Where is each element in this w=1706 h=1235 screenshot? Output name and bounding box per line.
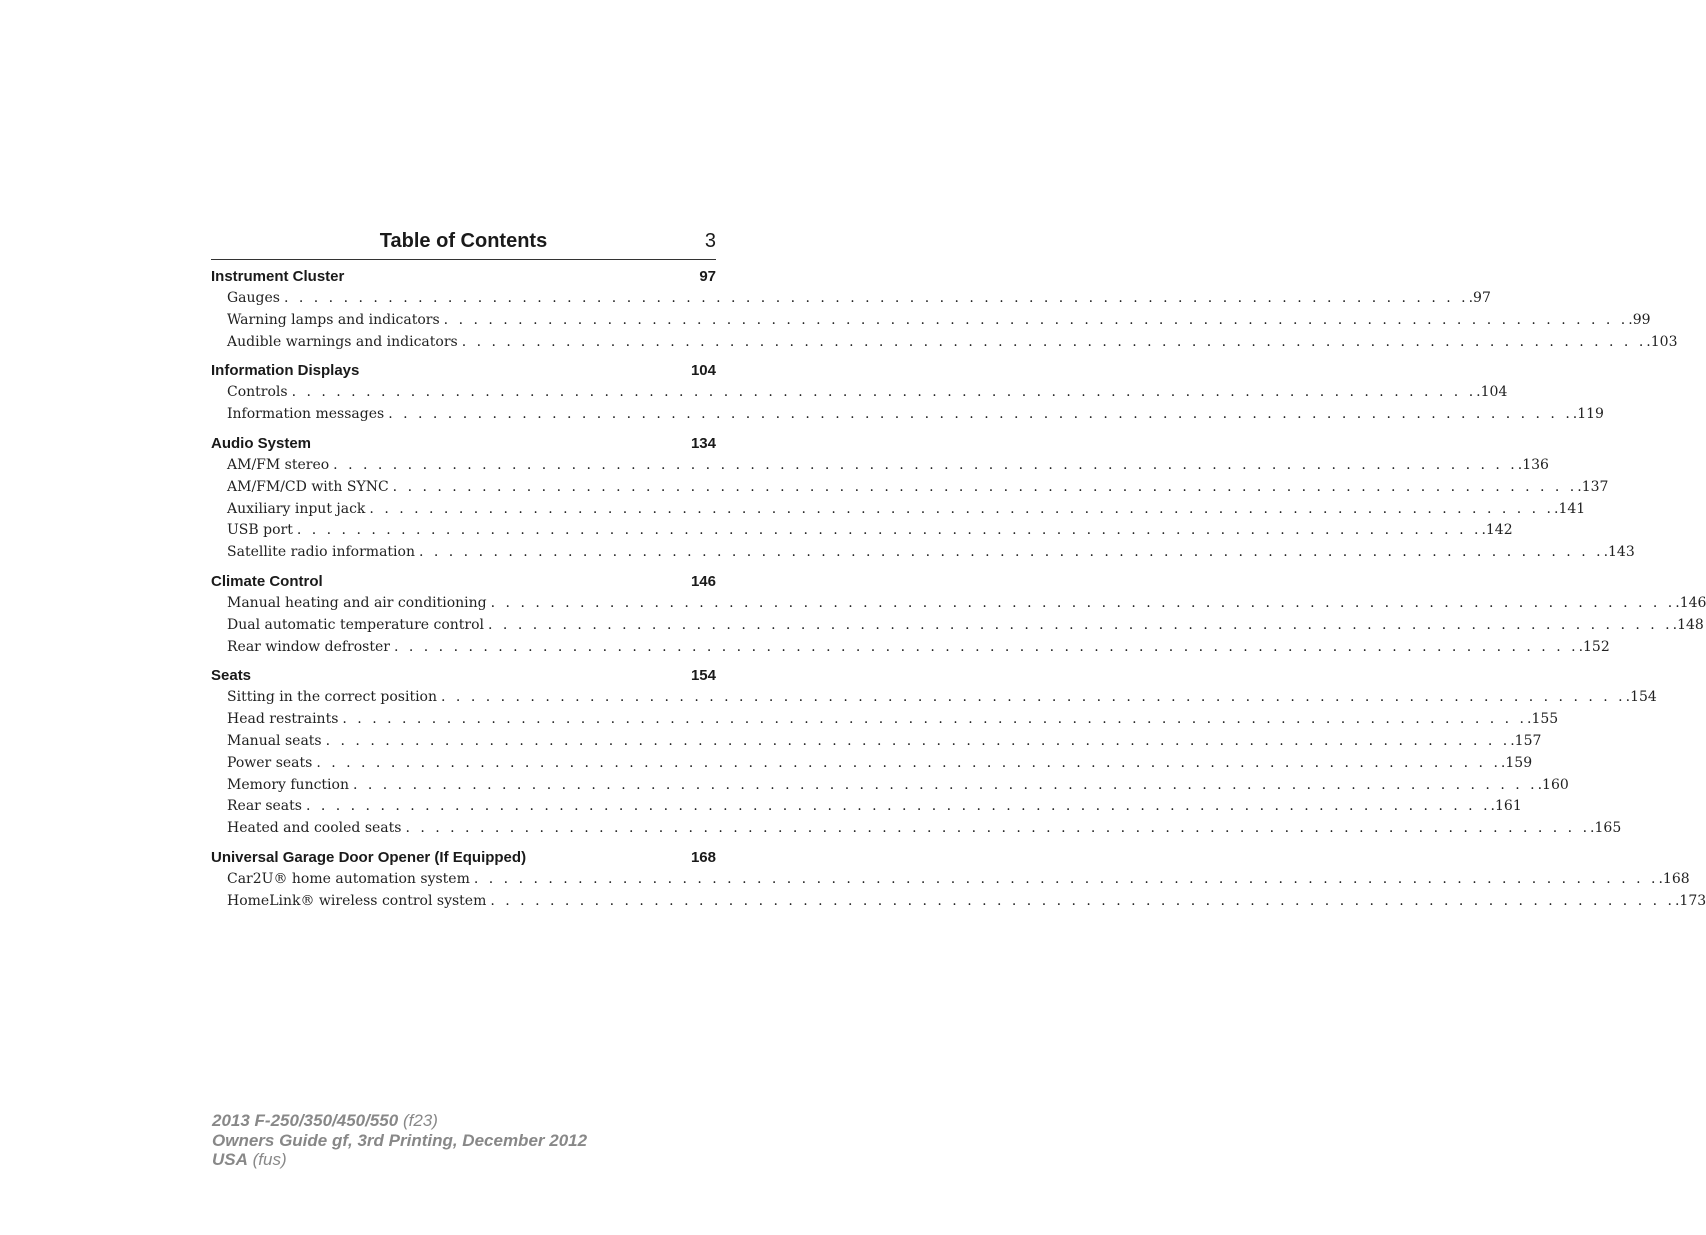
dot-leader: . . . . . . . . . . . . . . . . . . . . . . . . . . . . . . . . . . . . . . . . . . . . . . . . . . . . . . . . . . . . . . . . . . . . . . . . . . . . . . . . bbox=[488, 616, 1673, 633]
footer-line-2 bbox=[212, 1131, 587, 1151]
entry-label: Auxiliary input jack bbox=[227, 500, 366, 517]
entry-page: . 99 bbox=[1628, 310, 1650, 332]
toc-section-heading[interactable] bbox=[211, 266, 716, 288]
toc-section bbox=[211, 360, 1604, 426]
dot-leader: . . . . . . . . . . . . . . . . . . . . . . . . . . . . . . . . . . . . . . . . . . . . . . . . . . . . . . . . . . . . . . . . . . . . . . . . . . . . . . . . bbox=[473, 870, 1659, 887]
page-title: Table of Contents bbox=[379, 230, 548, 252]
toc-entry[interactable] bbox=[211, 775, 1569, 797]
toc-section-heading[interactable] bbox=[211, 433, 716, 455]
toc-section bbox=[211, 571, 1706, 658]
section-page: 168 bbox=[690, 848, 716, 866]
entry-page: . 157 bbox=[1510, 731, 1541, 753]
dot-leader: . . . . . . . . . . . . . . . . . . . . . . . . . . . . . . . . . . . . . . . . . . . . . . . . . . . . . . . . . . . . . . . . . . . . . . . . . . . . . . . . bbox=[316, 754, 1501, 771]
entry-label: Gauges bbox=[227, 290, 280, 306]
toc-section-heading[interactable] bbox=[211, 571, 716, 593]
toc-entry[interactable] bbox=[211, 615, 1704, 637]
entry-label: Manual heating and air conditioning bbox=[227, 594, 487, 611]
entry-label: Manual seats bbox=[227, 732, 322, 749]
toc-entry[interactable] bbox=[211, 288, 1491, 310]
toc-entry[interactable] bbox=[211, 520, 1513, 542]
toc-section-heading[interactable] bbox=[211, 360, 716, 382]
dot-leader: . . . . . . . . . . . . . . . . . . . . . . . . . . . . . . . . . . . . . . . . . . . . . . . . . . . . . . . . . . . . . . . . . . . . . . . . . . . . . . . . bbox=[490, 892, 1675, 909]
footer-model: 2013 F-250/350/450/550 bbox=[212, 1111, 399, 1130]
toc-entry[interactable] bbox=[211, 499, 1586, 521]
entry-label: Rear window defroster bbox=[227, 638, 390, 655]
footer-line-3 bbox=[212, 1150, 587, 1170]
entry-page: . 155 bbox=[1527, 709, 1558, 731]
toc-section bbox=[211, 433, 1635, 564]
toc-entry[interactable] bbox=[211, 332, 1678, 354]
dot-leader: . . . . . . . . . . . . . . . . . . . . . . . . . . . . . . . . . . . . . . . . . . . . . . . . . . . . . . . . . . . . . . . . . . . . . . . . . . . . . . . . bbox=[461, 333, 1647, 350]
dot-leader: . . . . . . . . . . . . . . . . . . . . . . . . . . . . . . . . . . . . . . . . . . . . . . . . . . . . . . . . . . . . . . . . . . . . . . . . . . . . . . . . bbox=[352, 776, 1538, 793]
footer-model-code: (f23) bbox=[402, 1111, 438, 1130]
entry-label: Sitting in the correct position bbox=[227, 689, 438, 706]
entry-page: . 148 bbox=[1673, 615, 1704, 637]
section-title: Seats bbox=[211, 667, 252, 685]
footer-edition: Owners Guide gf, 3rd Printing, December 2012 bbox=[212, 1130, 588, 1150]
toc-entry[interactable] bbox=[211, 542, 1635, 564]
toc-entry[interactable] bbox=[211, 753, 1533, 775]
dot-leader: . . . . . . . . . . . . . . . . . . . . . . . . . . . . . . . . . . . . . . . . . . . . . . . . . . . . . . . . . . . . . . . . . . . . . . . . . . . . . . . . bbox=[369, 500, 1555, 517]
toc-section bbox=[211, 847, 1706, 913]
entry-page: . 136 bbox=[1518, 455, 1549, 477]
toc-entry[interactable] bbox=[211, 310, 1651, 332]
dot-leader: . . . . . . . . . . . . . . . . . . . . . . . . . . . . . . . . . . . . . . . . . . . . . . . . . . . . . . . . . . . . . . . . . . . . . . . . . . . . . . . . bbox=[490, 594, 1676, 611]
entry-page: . 173 bbox=[1675, 891, 1706, 913]
section-page: 146 bbox=[690, 572, 716, 590]
entry-label: Satellite radio information bbox=[227, 544, 415, 561]
section-title: Audio System bbox=[211, 434, 312, 452]
entry-page: . 143 bbox=[1604, 542, 1635, 564]
toc-entry[interactable] bbox=[211, 382, 1508, 404]
dot-leader: . . . . . . . . . . . . . . . . . . . . . . . . . . . . . . . . . . . . . . . . . . . . . . . . . . . . . . . . . . . . . . . . . . . . . . . . . . . . . . . . bbox=[283, 290, 1469, 306]
dot-leader: . . . . . . . . . . . . . . . . . . . . . . . . . . . . . . . . . . . . . . . . . . . . . . . . . . . . . . . . . . . . . . . . . . . . . . . . . . . . . . . . bbox=[305, 798, 1491, 815]
entry-page: . 137 bbox=[1577, 477, 1608, 499]
footer-market-code: (fus) bbox=[252, 1150, 287, 1169]
entry-page: . 159 bbox=[1501, 753, 1532, 775]
entry-page: . 160 bbox=[1538, 775, 1569, 797]
section-page: 134 bbox=[690, 434, 716, 452]
entry-label: Power seats bbox=[227, 754, 313, 771]
entry-label: Memory function bbox=[227, 776, 349, 793]
entry-label: AM/FM/CD with SYNC bbox=[227, 478, 389, 495]
section-title: Instrument Cluster bbox=[211, 268, 345, 285]
entry-label: Head restraints bbox=[227, 711, 339, 728]
entry-page: . 142 bbox=[1481, 520, 1512, 542]
toc-entry[interactable] bbox=[211, 731, 1542, 753]
entry-label: Warning lamps and indicators bbox=[227, 311, 440, 328]
entry-page: . 97 bbox=[1469, 288, 1491, 310]
entry-label: AM/FM stereo bbox=[227, 456, 330, 473]
toc-section bbox=[211, 266, 1678, 353]
entry-page: . 103 bbox=[1646, 332, 1677, 354]
dot-leader: . . . . . . . . . . . . . . . . . . . . . . . . . . . . . . . . . . . . . . . . . . . . . . . . . . . . . . . . . . . . . . . . . . . . . . . . . . . . . . . . bbox=[405, 820, 1591, 837]
entry-page: . 154 bbox=[1626, 687, 1657, 709]
toc-entry[interactable] bbox=[211, 637, 1610, 659]
toc-section bbox=[211, 665, 1657, 840]
dot-leader: . . . . . . . . . . . . . . . . . . . . . . . . . . . . . . . . . . . . . . . . . . . . . . . . . . . . . . . . . . . . . . . . . . . . . . . . . . . . . . . . bbox=[388, 406, 1573, 423]
section-page: 154 bbox=[690, 667, 716, 685]
toc-entry[interactable] bbox=[211, 796, 1522, 818]
entry-label: USB port bbox=[227, 522, 293, 539]
footer bbox=[212, 1111, 587, 1170]
dot-leader: . . . . . . . . . . . . . . . . . . . . . . . . . . . . . . . . . . . . . . . . . . . . . . . . . . . . . . . . . . . . . . . . . . . . . . . . . . . . . . . . bbox=[443, 311, 1629, 328]
dot-leader: . . . . . . . . . . . . . . . . . . . . . . . . . . . . . . . . . . . . . . . . . . . . . . . . . . . . . . . . . . . . . . . . . . . . . . . . . . . . . . . . bbox=[393, 638, 1579, 655]
dot-leader: . . . . . . . . . . . . . . . . . . . . . . . . . . . . . . . . . . . . . . . . . . . . . . . . . . . . . . . . . . . . . . . . . . . . . . . . . . . . . . . . bbox=[291, 384, 1477, 401]
footer-line-1 bbox=[212, 1111, 587, 1131]
entry-page: . 152 bbox=[1579, 637, 1610, 659]
toc-entry[interactable] bbox=[211, 891, 1706, 913]
table-of-contents bbox=[211, 266, 1706, 920]
toc-entry[interactable] bbox=[211, 455, 1549, 477]
section-title: Information Displays bbox=[211, 362, 360, 380]
toc-entry[interactable] bbox=[211, 477, 1609, 499]
dot-leader: . . . . . . . . . . . . . . . . . . . . . . . . . . . . . . . . . . . . . . . . . . . . . . . . . . . . . . . . . . . . . . . . . . . . . . . . . . . . . . . . bbox=[418, 544, 1604, 561]
entry-page: . 146 bbox=[1675, 593, 1706, 615]
entry-page: . 141 bbox=[1554, 499, 1585, 521]
dot-leader: . . . . . . . . . . . . . . . . . . . . . . . . . . . . . . . . . . . . . . . . . . . . . . . . . . . . . . . . . . . . . . . . . . . . . . . . . . . . . . . . bbox=[333, 456, 1518, 473]
footer-market: USA bbox=[212, 1150, 248, 1169]
section-page: 97 bbox=[699, 268, 716, 285]
dot-leader: . . . . . . . . . . . . . . . . . . . . . . . . . . . . . . . . . . . . . . . . . . . . . . . . . . . . . . . . . . . . . . . . . . . . . . . . . . . . . . . . bbox=[392, 478, 1578, 495]
dot-leader: . . . . . . . . . . . . . . . . . . . . . . . . . . . . . . . . . . . . . . . . . . . . . . . . . . . . . . . . . . . . . . . . . . . . . . . . . . . . . . . . bbox=[296, 522, 1482, 539]
toc-entry[interactable] bbox=[211, 687, 1657, 709]
entry-page: . 161 bbox=[1491, 796, 1522, 818]
entry-page: . 165 bbox=[1590, 818, 1621, 840]
entry-label: HomeLink® wireless control system bbox=[227, 892, 487, 909]
entry-page: . 104 bbox=[1476, 382, 1507, 404]
dot-leader: . . . . . . . . . . . . . . . . . . . . . . . . . . . . . . . . . . . . . . . . . . . . . . . . . . . . . . . . . . . . . . . . . . . . . . . . . . . . . . . . bbox=[325, 732, 1511, 749]
toc-entry[interactable] bbox=[211, 593, 1706, 615]
entry-label: Information messages bbox=[227, 406, 385, 423]
toc-entry[interactable] bbox=[211, 709, 1559, 731]
entry-label: Rear seats bbox=[227, 798, 302, 815]
dot-leader: . . . . . . . . . . . . . . . . . . . . . . . . . . . . . . . . . . . . . . . . . . . . . . . . . . . . . . . . . . . . . . . . . . . . . . . . . . . . . . . . bbox=[342, 711, 1527, 728]
toc-entry[interactable] bbox=[211, 818, 1622, 840]
entry-label: Audible warnings and indicators bbox=[227, 333, 458, 350]
page-header bbox=[211, 228, 716, 260]
section-title: Universal Garage Door Opener (If Equipped) bbox=[211, 848, 527, 866]
entry-page: . 119 bbox=[1573, 404, 1604, 426]
page-number: 3 bbox=[704, 230, 716, 252]
section-page: 104 bbox=[690, 362, 716, 380]
toc-entry[interactable] bbox=[211, 404, 1604, 426]
toc-section-heading[interactable] bbox=[211, 847, 716, 869]
toc-section-heading[interactable] bbox=[211, 665, 716, 687]
entry-label: Heated and cooled seats bbox=[227, 820, 402, 837]
section-title: Climate Control bbox=[211, 572, 323, 590]
entry-label: Dual automatic temperature control bbox=[227, 616, 485, 633]
entry-label: Controls bbox=[227, 384, 288, 401]
toc-entry[interactable] bbox=[211, 869, 1690, 891]
dot-leader: . . . . . . . . . . . . . . . . . . . . . . . . . . . . . . . . . . . . . . . . . . . . . . . . . . . . . . . . . . . . . . . . . . . . . . . . . . . . . . . . bbox=[441, 689, 1626, 706]
entry-page: . 168 bbox=[1658, 869, 1689, 891]
entry-label: Car2U® home automation system bbox=[227, 870, 470, 887]
